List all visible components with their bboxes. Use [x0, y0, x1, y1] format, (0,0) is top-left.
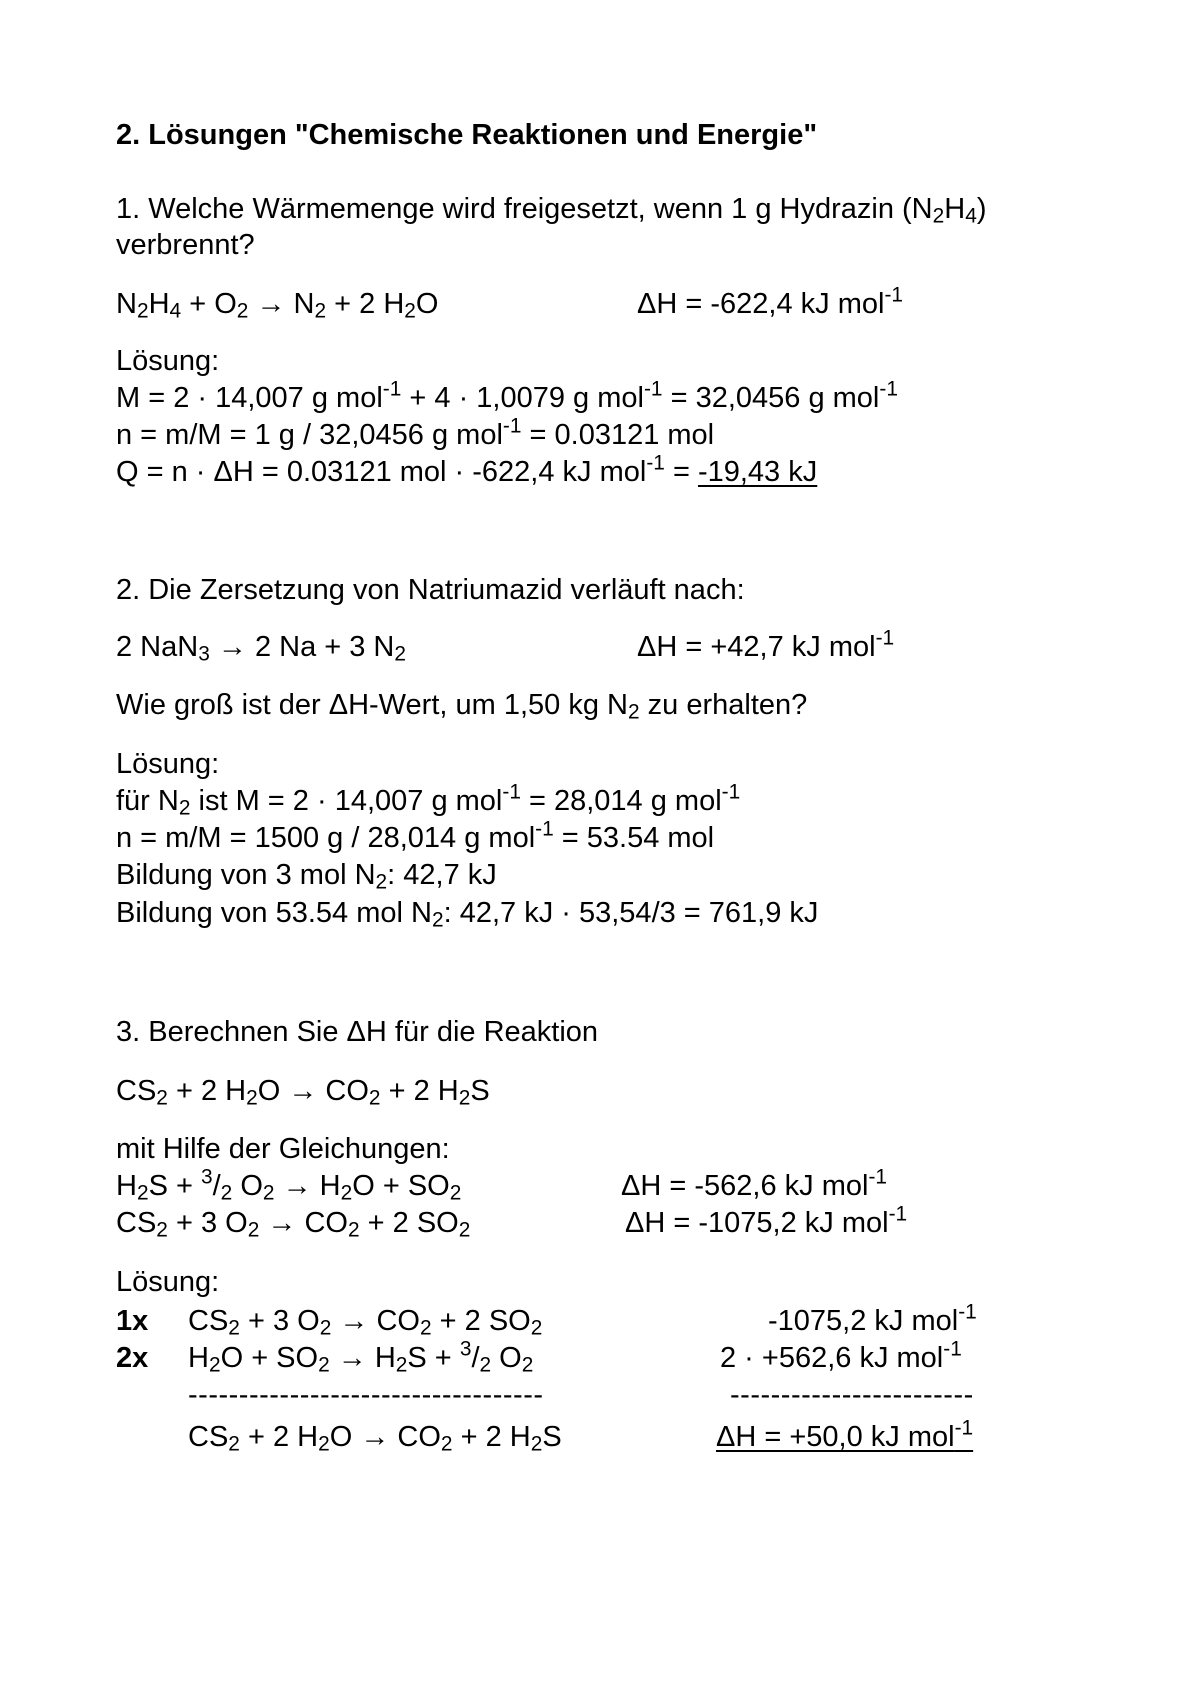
- q2-calc-moles: n = m/M = 1500 g / 28,014 g mol$^{-1}$ = 53.54 mol: [116, 817, 715, 854]
- q1-calc-molar-mass: M = 2 · 14,007 g mol$^{-1}$ + 4 · 1,0079 g mol$^{-1}$ = 32,0456 g mol$^{-1}$: [116, 377, 898, 414]
- q2-question-2: Wie groß ist der ΔH-Wert, um 1,50 kg $N_2$ zu erhalten?: [116, 689, 808, 724]
- q2-bildung-2: Bildung von 53.54 mol $N_2$: 42,7 kJ · 53,54/3 = 761,9 kJ: [116, 897, 819, 932]
- q2-equation: 2 NaN$_3$ → 2 Na + 3 $N_2$: [116, 631, 407, 666]
- q1-delta-h: ΔH = -622,4 kJ mol$^{-1}$: [637, 283, 903, 320]
- q3-given-eq-b-dh: ΔH = -1075,2 kJ mol$^{-1}$: [625, 1202, 908, 1239]
- q3-sum-equation: $CS_2 + 2$ $H_2O \to CO_2 + 2$ $H_2S$: [188, 1421, 562, 1456]
- q3-hilfe-label: mit Hilfe der Gleichungen:: [116, 1133, 450, 1165]
- q3-given-eq-a: $H_2S + ^3/_2$ $O_2 \to H_2O + SO_2$: [116, 1165, 462, 1205]
- question-2: 2. Die Zersetzung von Natriumazid verläuft nach:: [116, 574, 745, 606]
- question-1-line2: verbrennt?: [116, 229, 255, 261]
- question-1: 1. Welche Wärmemenge wird freigesetzt, wenn 1 g Hydrazin $(N_2H_4)$: [116, 193, 987, 228]
- q1-loesung-label: Lösung:: [116, 345, 220, 377]
- q3-step2-equation: $H_2O + SO_2 \to H_2S + ^3/_2$ $O_2$: [188, 1337, 534, 1377]
- question-3: 3. Berechnen Sie ΔH für die Reaktion: [116, 1016, 599, 1048]
- q3-given-eq-b: $CS_2 + 3$ $O_2 \to CO_2 + 2$ $SO_2$: [116, 1207, 471, 1242]
- q2-bildung-1: Bildung von 3 mol $N_2$: 42,7 kJ: [116, 859, 497, 894]
- q1-equation: $N_2H_4 + O_2 \to N_2 + 2$ $H_2O$: [116, 288, 439, 323]
- q3-dashes-right: ------------------------: [730, 1379, 974, 1411]
- q2-loesung-label: Lösung:: [116, 748, 220, 780]
- q3-step2-value: 2 · +562,6 kJ mol$^{-1}$: [720, 1337, 962, 1374]
- q3-loesung-label: Lösung:: [116, 1266, 220, 1298]
- q3-dashes-left: -----------------------------------: [188, 1379, 544, 1411]
- q2-calc-molar-mass: für $N_2$ ist M = 2 · 14,007 g mol$^{-1}$ = 28,014 g mol$^{-1}$: [116, 780, 741, 820]
- page-title: 2. Lösungen "Chemische Reaktionen und Energie": [116, 119, 818, 151]
- q3-step1-equation: $CS_2 + 3$ $O_2 \to CO_2 + 2$ $SO_2$: [188, 1305, 543, 1340]
- q3-equation: $CS_2 + 2$ $H_2O \to CO_2 + 2$ $H_2S$: [116, 1075, 490, 1110]
- q3-sum-value: ΔH = +50,0 kJ mol$^{-1}$: [716, 1416, 974, 1453]
- q3-given-eq-a-dh: ΔH = -562,6 kJ mol$^{-1}$: [621, 1165, 887, 1202]
- q3-step1-factor: 1x: [116, 1305, 149, 1337]
- q3-step1-value: -1075,2 kJ mol$^{-1}$: [768, 1300, 977, 1337]
- q1-calc-moles: n = m/M = 1 g / 32,0456 g mol$^{-1}$ = 0.03121 mol: [116, 414, 715, 451]
- q1-calc-heat: Q = n · ΔH = 0.03121 mol · -622,4 kJ mol$^{-1}$ = -19,43 kJ: [116, 451, 818, 488]
- q1-result: -19,43 kJ: [697, 456, 818, 488]
- q2-delta-h: ΔH = +42,7 kJ mol$^{-1}$: [637, 626, 895, 663]
- q3-step2-factor: 2x: [116, 1342, 149, 1374]
